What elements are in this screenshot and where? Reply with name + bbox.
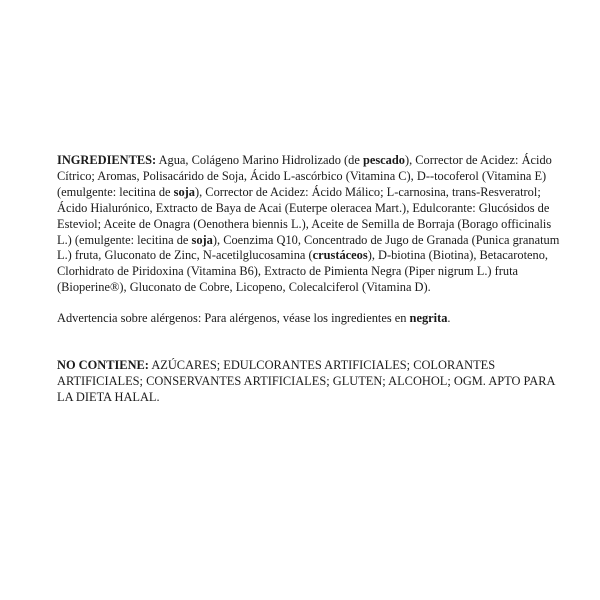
allergen-warning-text: Advertencia sobre alérgenos: Para alérgenos, véase los ingredientes en bbox=[57, 311, 410, 326]
ingredients-text-1: Agua, Colágeno Marino Hidrolizado (de bbox=[156, 153, 363, 167]
allergen-crustaceans: crustáceos bbox=[312, 248, 368, 263]
ingredients-paragraph bbox=[57, 153, 567, 296]
ingredients-text-5: ), D-biotina (Biotina), Betacaroteno, Clorhidrato de Piridoxina (Vitamina B6), Extracto de Pimienta Negra (Piper nigrum L.) fruta (Bioperine®), Gluconato de Cobre, Licopeno, Colecalciferol (Vitamina D). bbox=[57, 248, 548, 295]
free-from-heading: NO CONTIENE: bbox=[57, 358, 149, 373]
allergen-fish: pescado bbox=[362, 153, 405, 167]
allergen-soy-2: soja bbox=[191, 232, 213, 247]
free-from-text: AZÚCARES; EDULCORANTES ARTIFICIALES; COLORANTES ARTIFICIALES; CONSERVANTES ARTIFICIALES; GLUTEN; ALCOHOL; OGM. APTO PARA LA DIETA HALAL. bbox=[57, 358, 555, 404]
allergen-warning-bold: negrita bbox=[409, 311, 448, 326]
ingredients-text-2: ), Corrector de Acidez: Ácido Cítrico; Aromas, Polisacárido de Soja, Ácido L-ascórbico (Vitamina C), D--tocoferol (Vitamina E) (emulgente: lecitina de bbox=[57, 153, 552, 199]
allergen-warning bbox=[57, 311, 567, 327]
ingredients-text-4: ), Coenzima Q10, Concentrado de Jugo de Granada (Punica granatum L.) fruta, Gluconato de Zinc, N-acetilglucosamina ( bbox=[57, 232, 560, 263]
product-label bbox=[57, 153, 567, 406]
allergen-soy-1: soja bbox=[173, 184, 195, 199]
allergen-warning-end: . bbox=[447, 311, 451, 326]
free-from-paragraph bbox=[57, 358, 567, 406]
ingredients-text-3: ), Corrector de Acidez: Ácido Málico; L-carnosina, trans-Resveratrol; Ácido Hialurónico, Extracto de Baya de Acai (Euterpe oleracea Mart.), Edulcorante: Glucósidos de Esteviol; Aceite de Onagra (Oenothera biennis L.), Aceite de Semilla de Borraja (Borago officinalis L.) (emulgente: lecitina de bbox=[57, 184, 552, 247]
ingredients-heading: INGREDIENTES: bbox=[57, 153, 157, 167]
